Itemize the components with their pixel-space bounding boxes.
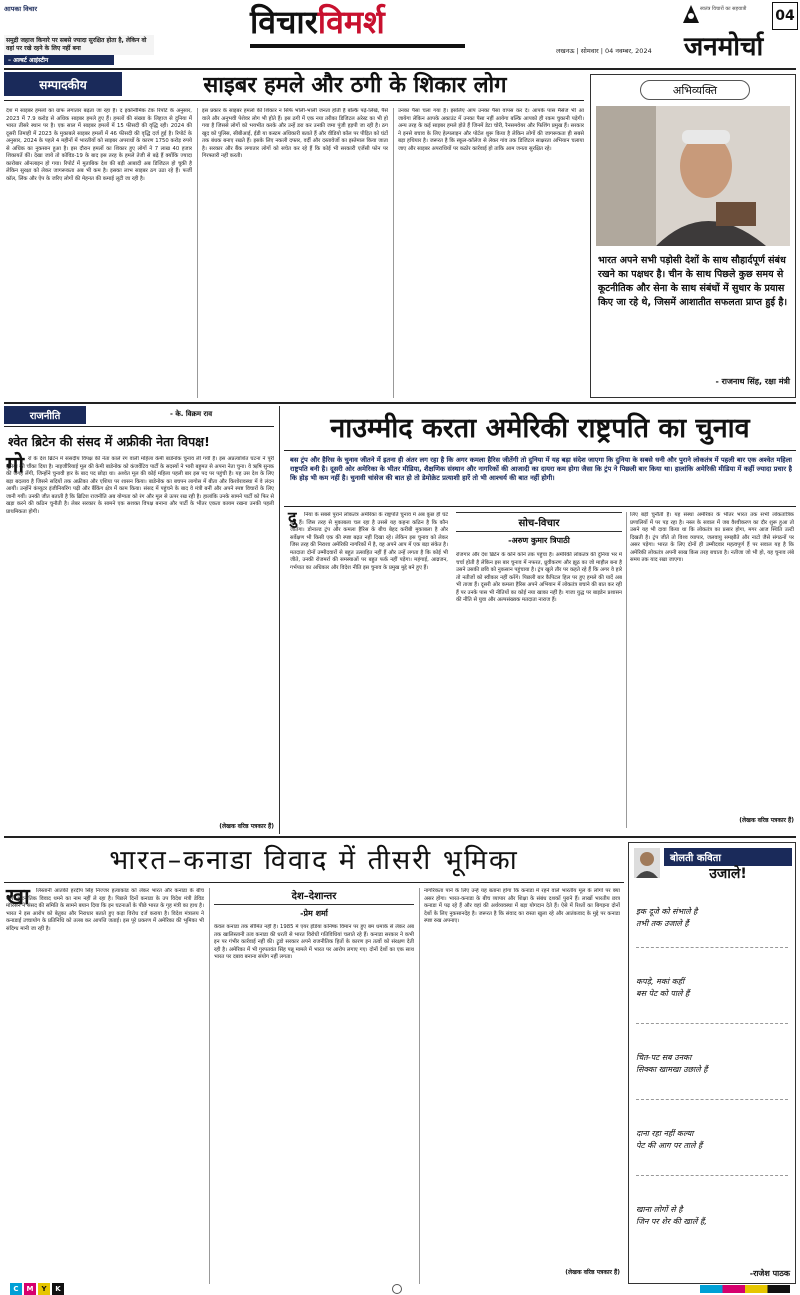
usa-drop-cap: दु <box>288 508 297 527</box>
registration-mark <box>392 1284 402 1294</box>
poem-title: उजाले! <box>709 866 747 882</box>
brand-name: जनमोर्चा <box>684 32 764 62</box>
rajneeti-drop-cap: गो <box>6 453 25 478</box>
masthead-title <box>250 2 460 42</box>
rajneeti-note: (लेखक वरिष्ठ पत्रकार हैं) <box>219 823 274 830</box>
canada-note: (लेखक वरिष्ठ पत्रकार हैं) <box>565 1269 620 1276</box>
abhivyakti-author: - राजनाथ सिंह, रक्षा मंत्री <box>715 377 790 386</box>
abhivyakti-quote: भारत अपने सभी पड़ोसी देशों के साथ सौहार्दपूर्ण संबंध रखने का पक्षधर है। चीन के साथ पिछले कुछ समय से कूटनीतिक और सेना के साथ संबंधों में सुधार के प्रयास किए जा रहे थे, जिसमें आशातीत सफलता प्राप्त हुई है। <box>598 255 788 308</box>
usa-col-2: रोजगार और देश ब्रिटेन के कोने कोने तक पहुंचा है। अमेरिकी लोकतंत्र की दुनिया भर में चर्चा होती है लेकिन इस बार चुनाव में नफरत, ध्रुवीकरण और झूठ का जो माहौल बना है उसने उसकी छवि को नुकसान पहुंचाया है। ट्रंप खुले तौर पर कहते रहे हैं कि अगर वे हारे तो नतीजों को स्वीकार नहीं करेंगे। पिछली बार कैपिटल हिल पर हुए हमले की यादें अब भी ताजा हैं। दूसरी ओर कमला हैरिस अपने अभियान में लोकतंत्र बचाने की बात कर रही हैं पर उनके पास भी नीतियों का कोई नया खाका नहीं है। गाजा युद्ध पर बाइडेन प्रशासन की नीति से युवा और अल्पसंख्यक मतदाता नाराज हैं। <box>456 552 622 603</box>
canada-drop-cap: खा <box>6 885 30 910</box>
editorial-col-3: उनका पैसा चला गया है। इसलिए आप उनका पैसा वापस कर दें। आपके पास मैसेज भी आ जायेगा लेकिन आपके अकाउंट में उनका पैसा नहीं आयेगा बल्कि आपको ही रकम चुकानी पड़ेगी। अन्य तरह के कई साइबर हमले होते हैं जिनमें डेटा चोरी, रैनसमवेयर और फिशिंग प्रमुख हैं। सरकार ने इनसे बचाव के लिए हेल्पलाइन और पोर्टल शुरू किया है लेकिन लोगों की जागरूकता ही सबसे बड़ा हथियार है। जरूरत है कि स्कूल-कॉलेज से लेकर गांव तक डिजिटल साक्षरता अभियान चलाया जाए और साइबर अपराधियों पर कठोर कार्रवाई हो ताकि आम जनता सुरक्षित रहे। <box>398 108 584 152</box>
speaker-photo <box>596 106 790 246</box>
usa-byline: -अरुण कुमार त्रिपाठी <box>508 536 570 545</box>
poem-stanza: कपड़े, मकां कहीं बस पेट को पाले हैं <box>636 948 788 1024</box>
masthead-title-part2: विमर्श <box>317 3 385 41</box>
canada-col-2: केवल कनाडा तक सीमित नहीं है। 1985 में एयर इंडिया कनिष्क विमान पर हुए बम धमाके से लेकर अब तक खालिस्तानी तत्व कनाडा की धरती से भारत विरोधी गतिविधियां चलाते रहे हैं। कनाडा सरकार ने कभी इन पर गंभीर कार्रवाई नहीं की। ट्रूडो सरकार अपने राजनीतिक हितों के कारण इन तत्वों को संरक्षण देती रही है। अमेरिका में भी गुरपतवंत सिंह पन्नू मामले में भारत पर आरोप लगाए गए। दोनों देशों का एक साथ भारत पर दबाव बनाना संयोग नहीं लगता। <box>214 924 414 960</box>
dateline: लखनऊ | सोमवार | 04 नवम्बर, 2024 <box>556 47 652 55</box>
canada-byline: -प्रेम शर्मा <box>300 909 328 918</box>
masthead-quote-author: – अल्बर्ट आइंस्टीन <box>4 55 114 65</box>
color-chip-y: Y <box>38 1283 50 1295</box>
abhivyakti-label: अभिव्यक्ति <box>640 80 750 100</box>
usa-standfirst: बस ट्रंप और हैरिस के चुनाव जीतने में इतना ही अंतर लग रहा है कि अगर कमला हैरिस जीतेंगी तो दुनिया में यह बड़ा संदेश जाएगा कि दुनिया के सबसे धनी और पुराने लोकतंत्र में पहली बार एक अश्वेत महिला राष्ट्रपति बनी है। दूसरी ओर अमेरिका के भीतर मीडिया, शैक्षणिक संस्थान और नागरिकों की आजादी का दायरा कम होगा जैसा कि ट्रंप ने पिछली बार किया था। हालांकि अमेरिकी मीडिया में कहीं ज्यादा प्रचार है कि होड़ भी कम नहीं है। चुनावी चांसेज की बात हो तो डेमोक्रेट प्रत्याशी हारें तो भी आश्चर्य की बात नहीं होगी। <box>290 456 792 483</box>
canada-col-1: लिस्तानी आतंकी हरदीप सिंह निज्जर हत्याकांड को लेकर भारत और कनाडा के बीच जारी कूटनीतिक विवाद थमने का नाम नहीं ले रहा है। पिछले दिनों कनाडा के उप विदेश मंत्री डेविड मॉरिसन ने संसद की समिति के सामने बयान दिया कि इन घटनाओं के पीछे भारत के गृह मंत्री का हाथ है। भारत ने इस आरोप को बेतुका और निराधार बताते हुए कड़ा विरोध दर्ज कराया है। विदेश मंत्रालय ने कनाडाई उच्चायोग के प्रतिनिधि को तलब कर आपत्ति जताई। इस पूरे प्रकरण में अमेरिका की भूमिका भी संदिग्ध मानी जा रही है। <box>6 888 204 932</box>
rajneeti-byline: - के. विक्रम राव <box>170 410 213 418</box>
canada-headline: भारत–कनाडा विवाद में तीसरी भूमिका <box>109 845 519 876</box>
editorial-col-2: इस प्रकार के साइबर हमलों की शिकार न सिर्फ भोली-भाली जनता होती है बल्कि पढ़े-लिखे, पैसे वाले और अनुभवी पेशेवर लोग भी होते हैं। इस ठगी में एक नया तरीका डिजिटल अरेस्ट का भी हो गया है जिससे लोगों को भयभीत करके और उन्हें डरा कर उनकी जमा पूंजी हड़पी जा रही है। ठग खुद को पुलिस, सीबीआई, ईडी या कस्टम अधिकारी बताते हैं और वीडियो कॉल पर पीड़ित को घंटों तक बंधक बनाए रखते हैं। इसके लिए नकली दफ्तर, वर्दी और दस्तावेजों का इस्तेमाल किया जाता है। सरकार और बैंक लगातार लोगों को सचेत कर रहे हैं कि कोई भी सरकारी एजेंसी फोन पर गिरफ्तारी नहीं करती। <box>202 108 388 159</box>
poem-label: बोलती कविता <box>664 848 792 866</box>
poem-stanza: चित-पट सब उनका सिक्का खामखा उछाले हैं <box>636 1024 788 1100</box>
usa-col-1: निया के सबसे पुराने लोकतंत्र अमेरिका के राष्ट्रपति चुनाव में अब कुछ ही घंटे बचे हैं। जिस तरह से मुकाबला चल रहा है उससे यह कहना कठिन है कि कौन जीतेगा। डोनाल्ड ट्रंप और कमला हैरिस के बीच बेहद करीबी मुकाबला है और सर्वेक्षण भी किसी एक की स्पष्ट बढ़त नहीं दिखा रहे। लेकिन इस चुनाव को लेकर जिस तरह की निराशा अमेरिकी नागरिकों में है, वह अपने आप में एक बड़ा संकेत है। मतदाता दोनों उम्मीदवारों से बहुत उत्साहित नहीं हैं और उन्हें लगता है कि कोई भी जीते, उनकी रोजमर्रा की समस्याओं पर बहुत फर्क नहीं पड़ेगा। महंगाई, आव्रजन, गर्भपात का अधिकार और विदेश नीति इस चुनाव के प्रमुख मुद्दे बने हुए हैं। <box>290 512 448 571</box>
usa-headline: नाउम्मीद करता अमेरिकी राष्ट्रपति का चुनाव <box>330 413 750 444</box>
poem-stanza: इक दूजे को संभाले है तभी तक उजाले हैं <box>636 890 788 948</box>
color-chip-k: K <box>52 1283 64 1295</box>
poem-author: -राजेश पाठक <box>749 1269 790 1278</box>
usa-section-label: सोच-विचार <box>456 512 622 532</box>
color-bar <box>700 1285 790 1293</box>
rajneeti-body: रों के देश ब्रिटेन में संसदीय विपक्ष की नेता काले रंग वाली महिला केमी बाडेनोक चुनाव ली गयी हैं। इस अप्रत्याशित घटना ने पूरी दुनिया को चौंका दिया है। नाइजीरियाई मूल की केमी बाडेनोक को कंजर्वेटिव पार्टी के सदस्यों ने भारी बहुमत से अपना नेता चुना। वे ऋषि सुनक की जगह लेंगी, जिन्होंने चुनावी हार के बाद पद छोड़ा था। अश्वेत मूल की कोई महिला पहली बार इस पद पर पहुंची है। यह उस देश के लिए बड़ा बदलाव है जिसने सदियों तक अफ्रीका और एशिया पर शासन किया। बाडेनोक का बचपन लागोस में बीता और किशोरावस्था में वे लंदन आयीं। उन्होंने कंप्यूटर इंजीनियरिंग पढ़ी और बैंकिंग क्षेत्र में काम किया। संसद में पहुंचने के बाद वे मंत्री बनीं और अपने स्पष्ट विचारों के लिए जानी गयीं। उनकी जीत बताती है कि ब्रिटिश राजनीति अब योग्यता को रंग और मूल से ऊपर रख रही है। हालांकि उनके सामने पार्टी को फिर से खड़ा करने की कठिन चुनौती है। लेबर सरकार के सामने एक सशक्त विपक्ष बनाना और पार्टी के भीतर एकता कायम रखना उनकी पहली प्राथमिकता होगी। <box>6 456 274 515</box>
logo-icon <box>682 4 700 24</box>
editorial-label: सम्पादकीय <box>4 72 122 96</box>
masthead-section-label: आपका विचार <box>4 5 38 13</box>
page-number: 04 <box>772 2 798 30</box>
color-chip-m: M <box>24 1283 36 1295</box>
editorial-col-1: देश में साइबर हमलों का ग्राफ लगातार बढ़ता जा रहा है। द इकोनॉमिक टेक रिपोर्ट के अनुसार, 2023 में 7.9 करोड़ से अधिक साइबर हमले हुए हैं। हमलों की संख्या के लिहाज से दुनिया में भारत तीसरे स्थान पर है। एक साल में साइबर हमलों में 15 फीसदी की वृद्धि रही। 2024 की दूसरी तिमाही में 2023 के मुकाबले साइबर हमलों में 46 फीसदी की वृद्धि दर्ज हुई है। रिपोर्ट के अनुसार, 2024 के पहले 4 महीनों में भारतीयों को साइबर अपराधों के कारण 1750 करोड़ रुपये से अधिक का नुकसान हुआ है। इस दौरान हमलों का शिकार हुए लोगों ने 7 लाख 40 हजार शिकायतें कीं। देखा जाये तो कोविड-19 के बाद इस तरह के हमले तेजी से बढ़े हैं क्योंकि ज्यादा कारोबार ऑनलाइन हो गया। रिपोर्ट में मुताबिक देश की बड़ी आबादी अब डिजिटल हो चुकी है लेकिन सुरक्षा को लेकर जागरूकता अब भी कम है। इसका लाभ साइबर ठग उठा रहे हैं। फर्जी कॉल, लिंक और ऐप के जरिए लोगों की मेहनत की कमाई लूटी जा रही है। <box>6 108 192 182</box>
canada-section-box <box>214 888 414 920</box>
rajneeti-headline: श्वेत ब्रिटेन की संसद में अफ्रीकी नेता विपक्ष! <box>8 434 210 449</box>
usa-note: (लेखक वरिष्ठ पत्रकार हैं) <box>739 817 794 824</box>
rajneeti-label: राजनीति <box>4 406 86 424</box>
masthead-title-part1: विचार <box>250 3 318 41</box>
color-chip-c: C <box>10 1283 22 1295</box>
brand-tagline: स्वतंत्र विचारों का सहयात्री <box>700 6 747 12</box>
poet-avatar <box>634 848 660 878</box>
masthead-underline <box>250 44 465 48</box>
canada-section-label: देश–देशान्तर <box>214 888 414 905</box>
poem-stanzas <box>636 890 788 1270</box>
poem-stanza: खाना लोगों से है जिन पर शेर की खालें हैं, <box>636 1205 707 1226</box>
canada-col-3: नागरिकता पाने के लिए उन्हें यह बताना होगा कि कनाडा में रहने वाले भारतीय मूल के लोगों पर क्या असर होगा। भारत-कनाडा के बीच व्यापार और शिक्षा के संबंध दशकों पुराने हैं। लाखों भारतीय छात्र कनाडा में पढ़ रहे हैं और वहां की अर्थव्यवस्था में बड़ा योगदान देते हैं। ऐसे में रिश्तों का बिगड़ना दोनों देशों के लिए नुकसानदेह है। जरूरत है कि संवाद का रास्ता खुला रहे और आतंकवाद के मुद्दे पर कनाडा स्पष्ट रुख अपनाए। <box>424 888 620 924</box>
masthead-quote-box <box>4 4 154 66</box>
usa-section-box <box>456 512 622 548</box>
editorial-headline: साइबर हमले और ठगी के शिकार लोग <box>203 73 507 98</box>
masthead-quote: समुद्री जहाज किनारे पर सबसे ज्यादा सुरक्षित होता है, लेकिन वो वहां पर रखे रहने के लिए नहीं बना <box>4 35 154 55</box>
poem-stanza: दाना रहा नहीं कल्या पेट की आग पर ताले हैं <box>636 1100 788 1176</box>
usa-col-3: लिए बड़ी चुनौती है। यह संस्था अमेरिका के भीतर भारत तक सभी लोकतांत्रिक प्रणालियों में पर पड़ रहा है। नस्ल के सवाल में जब वैश्वीकरण का दौर शुरू हुआ तो उसने यह भी दावा किया था कि लोकतंत्र का प्रसार होगा, मगर आज स्थिति उल्टी दिखती है। ट्रंप जीते तो विश्व व्यापार, जलवायु समझौते और नाटो जैसे संगठनों पर असर पड़ेगा। भारत के लिए दोनों ही उम्मीदवार महत्वपूर्ण हैं पर सवाल यह है कि अमेरिकी लोकतंत्र अपनी साख किस तरह बचाता है। नतीजा जो भी हो, यह चुनाव लंबे समय तक याद रखा जाएगा। <box>630 512 794 563</box>
